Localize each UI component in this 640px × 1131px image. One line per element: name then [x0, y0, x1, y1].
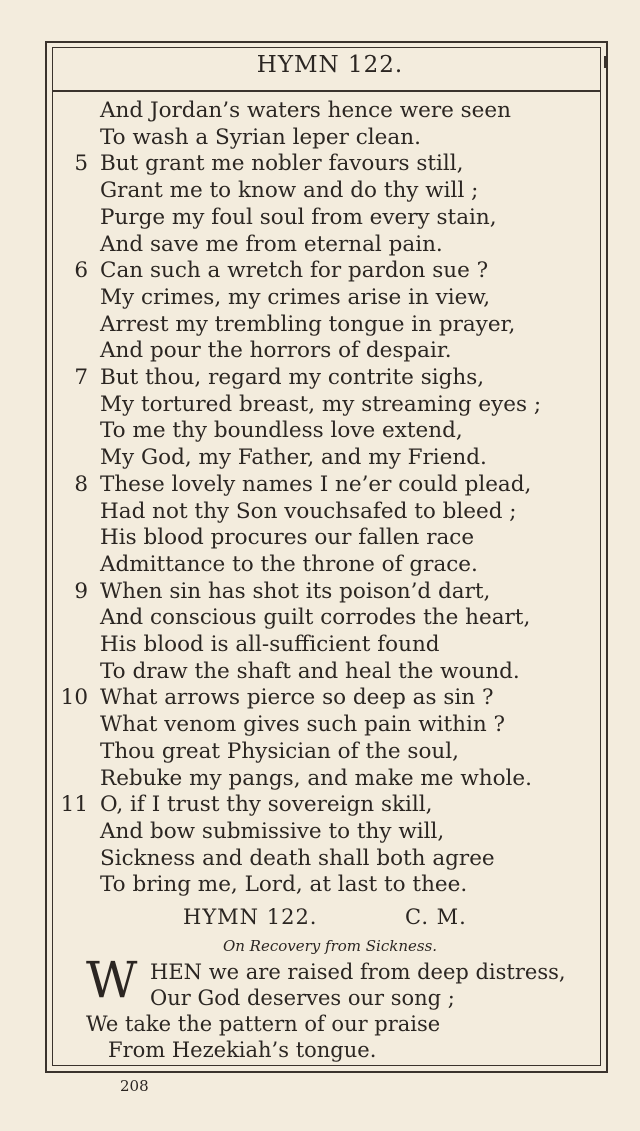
- verse-text: My tortured breast, my streaming eyes ;: [100, 391, 542, 417]
- drop-cap: W: [86, 951, 138, 1009]
- verse-line: [58, 659, 598, 686]
- verse-line: [58, 125, 598, 152]
- next-hymn-line: From Hezekiah’s tongue.: [108, 1038, 377, 1062]
- verse-text: My crimes, my crimes arise in view,: [100, 284, 491, 310]
- verse-line: [58, 312, 598, 339]
- verse-line: [58, 579, 598, 606]
- verse-text: Rebuke my pangs, and make me whole.: [100, 765, 532, 791]
- verse-line: [58, 205, 598, 232]
- verse-text: To bring me, Lord, at last to thee.: [100, 872, 468, 898]
- next-hymn-line: Our God deserves our song ;: [150, 986, 455, 1010]
- border-inner-top-rule: [52, 47, 601, 48]
- verse-number: 5: [74, 151, 88, 177]
- verse-line: [58, 232, 598, 259]
- verse-text: Had not thy Son vouchsafed to bleed ;: [100, 498, 517, 524]
- verse-text: O, if I trust thy sovereign skill,: [100, 792, 433, 818]
- verse-text: And conscious guilt corrodes the heart,: [100, 605, 531, 631]
- running-head: HYMN 122.: [256, 52, 404, 78]
- verse-text: But thou, regard my contrite sighs,: [100, 365, 485, 391]
- next-hymn-title: HYMN 122.: [183, 905, 318, 929]
- verse-text: But grant me nobler favours still,: [100, 151, 464, 177]
- verse-line: [58, 632, 598, 659]
- border-inner-right-rule: [600, 47, 601, 1065]
- verse-text: Arrest my trembling tongue in prayer,: [100, 311, 516, 337]
- verse-line: [58, 846, 598, 873]
- verse-line: [58, 712, 598, 739]
- verse-number: 9: [74, 578, 88, 604]
- verse-text: Grant me to know and do thy will ;: [100, 178, 479, 204]
- verse-line: [58, 605, 598, 632]
- verse-text: And pour the horrors of despair.: [100, 338, 452, 364]
- verse-text: His blood procures our fallen race: [100, 525, 475, 551]
- verse-line: [58, 739, 598, 766]
- hymn-verses: [58, 98, 598, 899]
- verse-number: 8: [74, 471, 88, 497]
- verse-text: What venom gives such pain within ?: [100, 712, 506, 738]
- next-hymn-meter: C. M.: [405, 905, 467, 929]
- verse-line: [58, 151, 598, 178]
- verse-number: 6: [74, 258, 88, 284]
- header-rule: [52, 90, 601, 92]
- next-hymn-subtitle: On Recovery from Sickness.: [222, 937, 438, 955]
- page-number: 208: [120, 1077, 149, 1095]
- next-hymn-line: We take the pattern of our praise: [86, 1012, 441, 1036]
- verse-number: 7: [74, 365, 88, 391]
- verse-text: Sickness and death shall both agree: [100, 845, 495, 871]
- verse-line: [58, 98, 598, 125]
- verse-line: [58, 258, 598, 285]
- border-inner-bottom-rule: [52, 1065, 601, 1066]
- verse-line: [58, 499, 598, 526]
- verse-text: And Jordan’s waters hence were seen: [100, 98, 511, 123]
- verse-text: When sin has shot its poison’d dart,: [100, 578, 491, 604]
- verse-line: [58, 766, 598, 793]
- verse-line: [58, 418, 598, 445]
- verse-text: To me thy boundless love extend,: [100, 418, 463, 444]
- verse-line: [58, 472, 598, 499]
- verse-text: Purge my foul soul from every stain,: [100, 204, 497, 230]
- verse-text: And bow submissive to thy will,: [100, 818, 445, 844]
- border-inner-left-rule: [52, 47, 53, 1065]
- verse-line: [58, 819, 598, 846]
- verse-number: 10: [60, 685, 88, 711]
- verse-line: [58, 445, 598, 472]
- verse-text: To draw the shaft and heal the wound.: [100, 658, 520, 684]
- verse-text: Admittance to the throne of grace.: [100, 551, 478, 577]
- verse-line: [58, 392, 598, 419]
- verse-line: [58, 338, 598, 365]
- verse-line: [58, 365, 598, 392]
- verse-line: [58, 792, 598, 819]
- verse-line: [58, 285, 598, 312]
- next-hymn-line: HEN we are raised from deep distress,: [150, 960, 566, 984]
- verse-line: [58, 525, 598, 552]
- verse-text: What arrows pierce so deep as sin ?: [100, 685, 494, 711]
- verse-text: And save me from eternal pain.: [100, 231, 443, 257]
- verse-text: His blood is all-sufficient found: [100, 632, 440, 658]
- verse-text: My God, my Father, and my Friend.: [100, 445, 487, 471]
- verse-line: [58, 178, 598, 205]
- verse-line: [58, 552, 598, 579]
- verse-text: Thou great Physician of the soul,: [100, 738, 459, 764]
- verse-line: [58, 685, 598, 712]
- verse-text: To wash a Syrian leper clean.: [100, 124, 421, 150]
- border-top-rule: [45, 41, 608, 43]
- verse-text: Can such a wretch for pardon sue ?: [100, 258, 489, 284]
- verse-line: [58, 872, 598, 899]
- verse-text: These lovely names I ne’er could plead,: [100, 471, 532, 497]
- verse-number: 11: [60, 792, 88, 818]
